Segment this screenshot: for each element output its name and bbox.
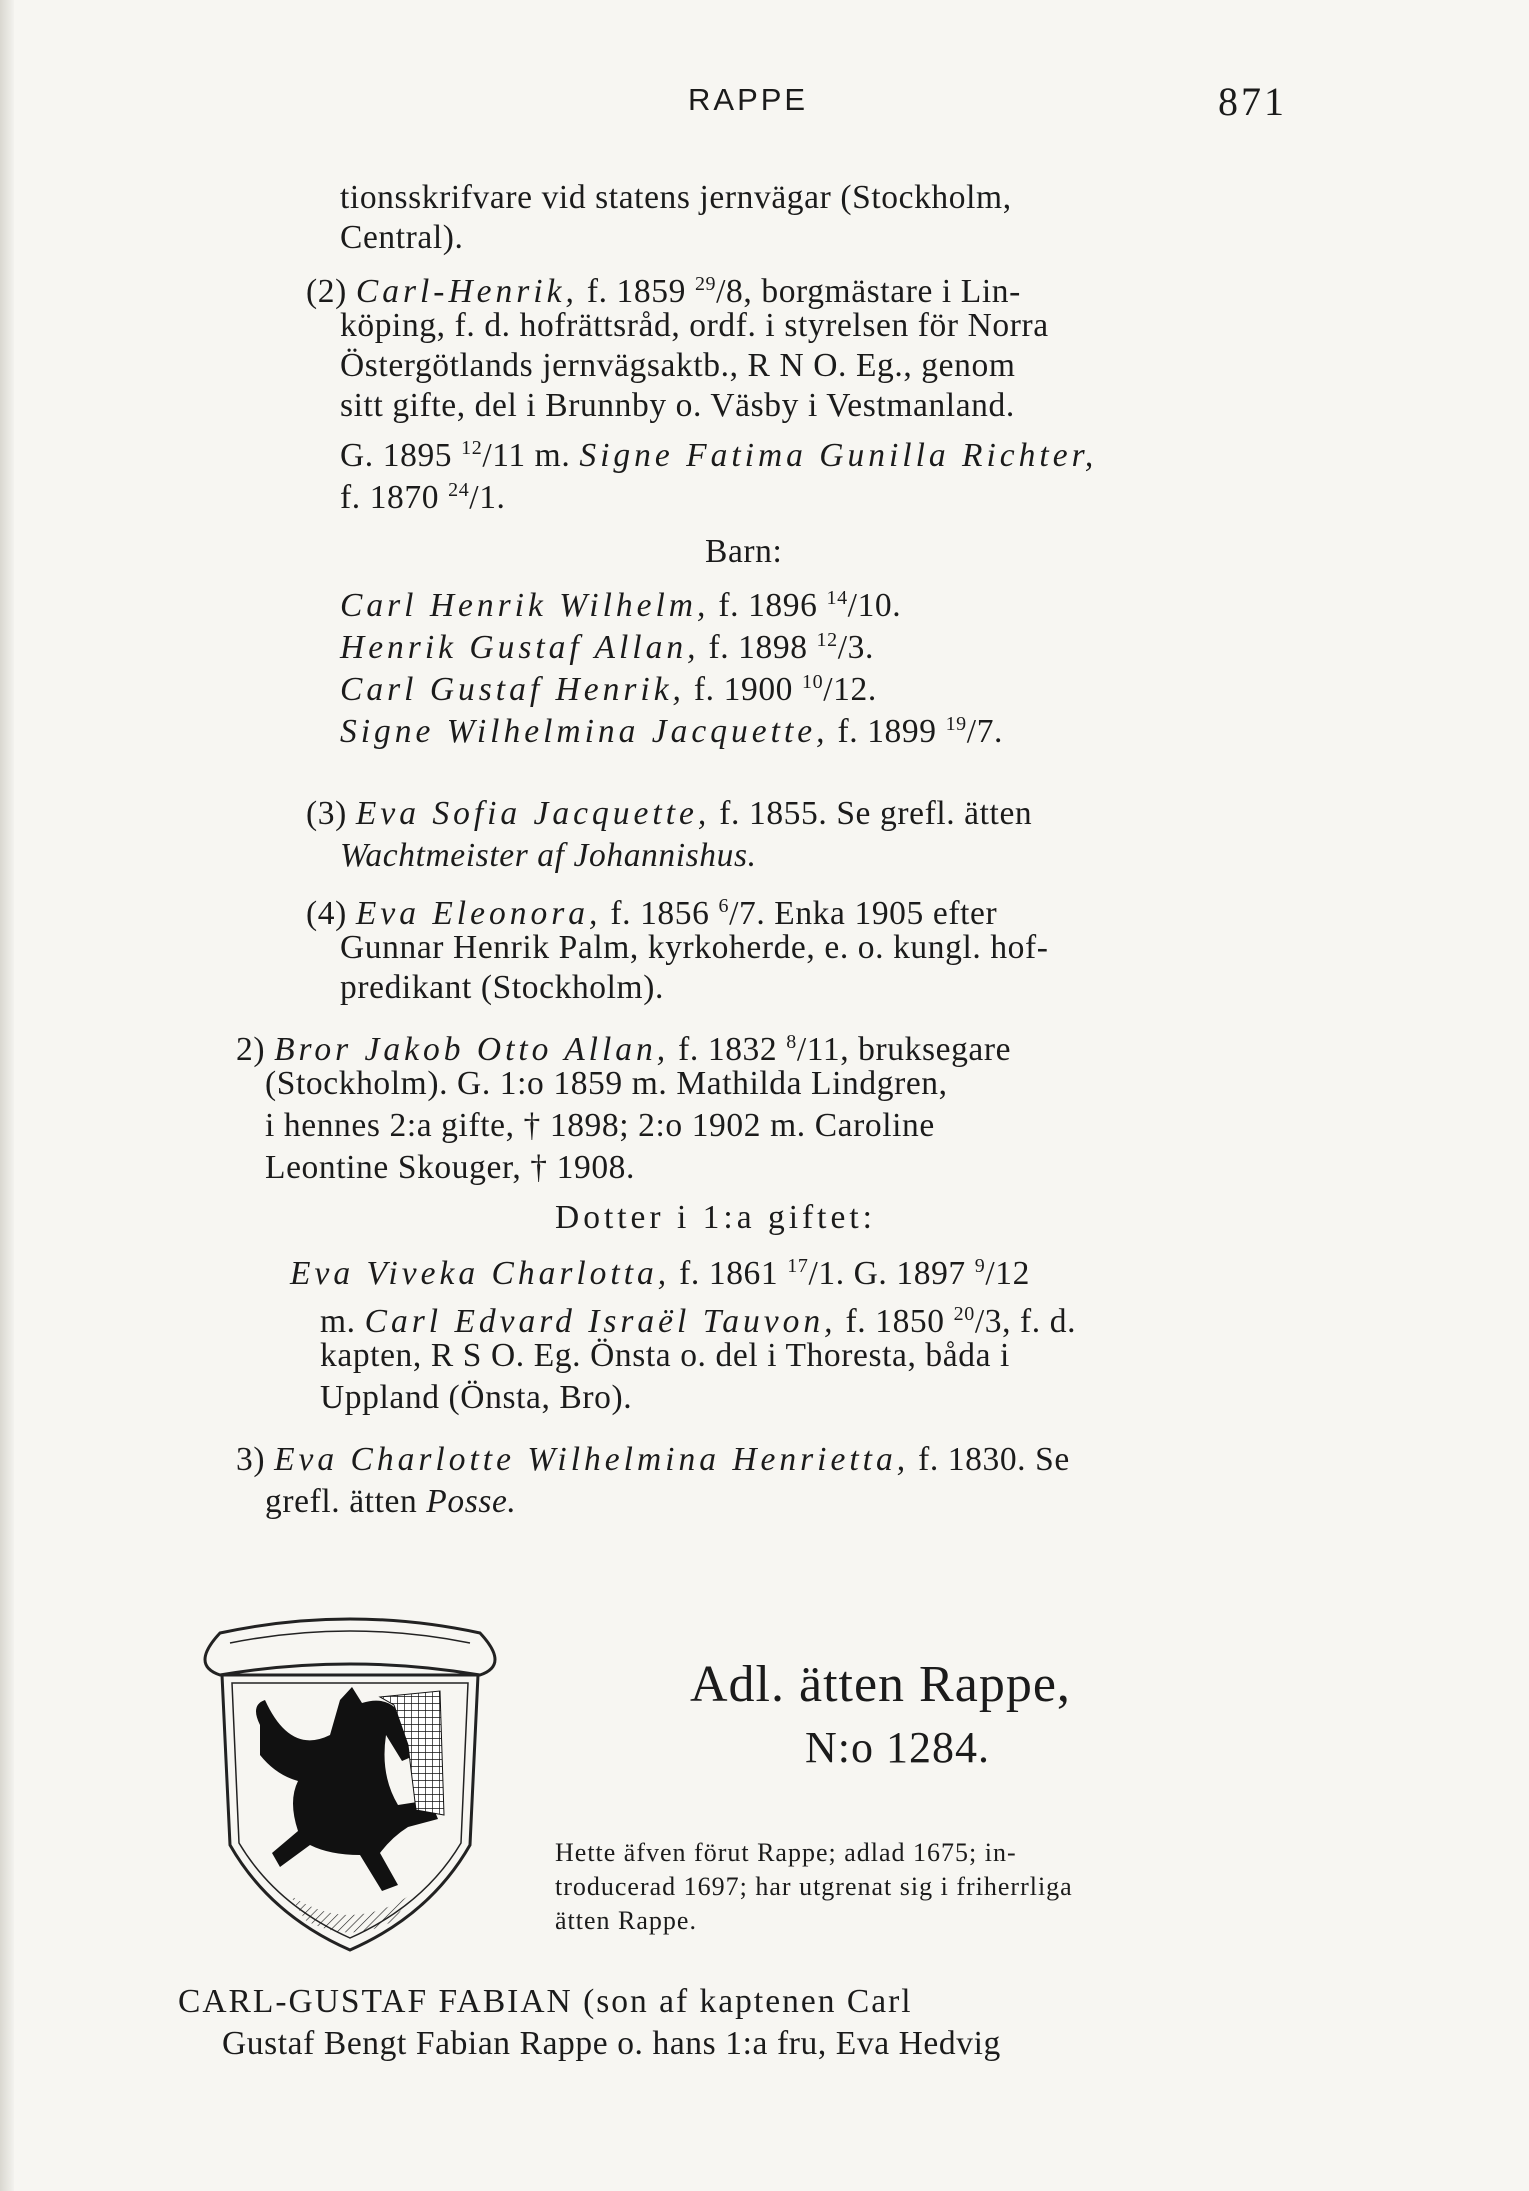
section-heading: Dotter i 1:a giftet:: [555, 1199, 876, 1236]
text-line: Wachtmeister af Johannishus.: [340, 837, 757, 874]
crest-number: N:o 1284.: [805, 1723, 990, 1772]
crest-note-line: troducerad 1697; har utgrenat sig i friherrliga: [555, 1872, 1073, 1901]
text-line: Leontine Skouger, † 1908.: [265, 1149, 636, 1186]
text-line: Uppland (Önsta, Bro).: [320, 1379, 633, 1416]
page-header: [0, 78, 1529, 128]
crest-note-line: ätten Rappe.: [555, 1906, 697, 1935]
text-line: Carl Henrik Wilhelm, f. 1896 $^{14}$/10.: [340, 587, 902, 625]
coat-of-arms-horse-icon: [180, 1605, 520, 1965]
text-line: Östergötlands jernvägsaktb., R N O. Eg., genom: [340, 347, 1016, 384]
text-line: Gunnar Henrik Palm, kyrkoherde, e. o. kungl. hof-: [340, 929, 1049, 966]
text-line: (4) Eva Eleonora, f. 1856 $^6$/7. Enka 1905 efter: [306, 895, 998, 933]
crest-title: Adl. ätten Rappe,: [690, 1656, 1071, 1713]
page-edge: [0, 0, 14, 2191]
text-line: köping, f. d. hofrättsråd, ordf. i styrelsen för Norra: [340, 307, 1049, 344]
text-line: Signe Wilhelmina Jacquette, f. 1899 $^{19}$/7.: [340, 713, 1004, 751]
crest-note-line: Hette äfven förut Rappe; adlad 1675; in-: [555, 1838, 1017, 1867]
text-line: tionsskrifvare vid statens jernvägar (Stockholm,: [340, 179, 1012, 216]
text-line: (Stockholm). G. 1:o 1859 m. Mathilda Lindgren,: [265, 1065, 948, 1102]
text-line: i hennes 2:a gifte, † 1898; 2:o 1902 m. Caroline: [265, 1107, 935, 1144]
page-number: 871: [1218, 79, 1287, 124]
text-line: 3) Eva Charlotte Wilhelmina Henrietta, f. 1830. Se: [236, 1441, 1070, 1478]
text-line: m. Carl Edvard Israël Tauvon, f. 1850 $^{20}$/3, f. d.: [320, 1303, 1077, 1341]
text-line: Gustaf Bengt Fabian Rappe o. hans 1:a fru, Eva Hedvig: [222, 2025, 1001, 2062]
text-line: (2) Carl-Henrik, f. 1859 $^{29}$/8, borgmästare i Lin-: [306, 273, 1021, 311]
section-heading: Barn:: [705, 533, 783, 570]
text-line: CARL-GUSTAF FABIAN (son af kaptenen Carl: [178, 1983, 913, 2020]
text-line: Central).: [340, 219, 464, 256]
text-line: Carl Gustaf Henrik, f. 1900 $^{10}$/12.: [340, 671, 877, 709]
running-head: RAPPE: [688, 82, 809, 117]
text-line: grefl. ätten Posse.: [265, 1483, 517, 1520]
text-line: G. 1895 $^{12}$/11 m. Signe Fatima Gunilla Richter,: [340, 437, 1098, 475]
text-line: predikant (Stockholm).: [340, 969, 664, 1006]
text-line: (3) Eva Sofia Jacquette, f. 1855. Se grefl. ätten: [306, 795, 1033, 832]
text-line: kapten, R S O. Eg. Önsta o. del i Thoresta, båda i: [320, 1337, 1010, 1374]
text-line: Eva Viveka Charlotta, f. 1861 $^{17}$/1. G. 1897 $^9$/12: [290, 1255, 1030, 1293]
text-line: f. 1870 $^{24}$/1.: [340, 479, 506, 517]
text-line: Henrik Gustaf Allan, f. 1898 $^{12}$/3.: [340, 629, 874, 667]
text-line: sitt gifte, del i Brunnby o. Väsby i Vestmanland.: [340, 387, 1015, 424]
text-line: 2) Bror Jakob Otto Allan, f. 1832 $^8$/11, bruksegare: [236, 1031, 1012, 1069]
